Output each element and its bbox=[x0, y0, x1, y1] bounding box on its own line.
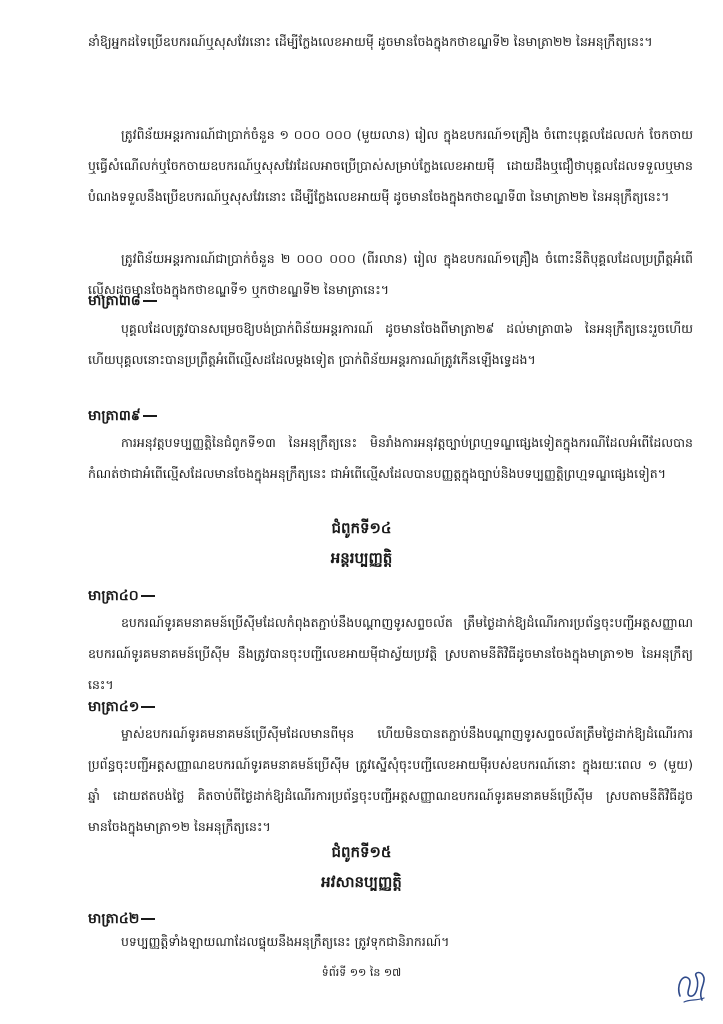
paragraph-continued: នាំឱ្យអ្នកដទៃប្រើឧបករណ៍ឬសុសវែរនោះ ដើម្បីក្លែងលេខអាយម៉ី ដូចមានចែងក្នុងកថាខណ្ឌទី២ នៃមាត្រា២២ នៃអនុក្រឹត្យនេះ។ bbox=[88, 34, 653, 49]
article-39-text: ការអនុវត្តបទប្បញ្ញត្តិនៃជំពូកទី១៣ នៃអនុក្រឹត្យនេះ មិនរាំងការអនុវត្តច្បាប់ព្រហ្មទណ្ឌផ្សេងទៀតក្នុងករណីដែលអំពើដែលបានកំណត់ថាជាអំពើល្មើសដែលមានចែងក្នុងអនុក្រឹត្យនេះ ជាអំពើល្មើសដែលបានបញ្ញត្តក្នុងច្បាប់និងបទប្បញ្ញត្តិព្រហ្មទណ្ឌផ្សេងទៀត។ bbox=[88, 435, 693, 481]
article-39-heading: មាត្រា៣៩ bbox=[88, 405, 157, 427]
chapter-15-number: ជំពូកទី១៥ bbox=[331, 843, 392, 861]
article-38-heading: មាត្រា៣៨ bbox=[88, 290, 157, 312]
paragraph-fine-one-million: ត្រូវពិន័យអន្តរការណ៍ជាប្រាក់ចំនួន ១ ០០០ ០០០ (មួយលាន) រៀល ក្នុងឧបករណ៍១គ្រឿង ចំពោះបុគ្គលដែលលក់ ចែកចាយ ឬធ្វើសំណើលក់ឬចែកចាយឧបករណ៍ឬសុសវែរដែលអាចប្រើប្រាស់សម្រាប់ក្លែងលេខអាយម៉ី ដោយដឹងឬជឿថាបុគ្គលដែលទទួលឬមានបំណងទទួលនឹងប្រើឧបករណ៍ឬសុសវែរនោះ ដើម្បីក្លែងលេខអាយម៉ី ដូចមានចែងក្នុងកថាខណ្ឌទី៣ នៃមាត្រា២២ នៃអនុក្រឹត្យនេះ។ bbox=[88, 127, 693, 204]
article-38-text: បុគ្គលដែលត្រូវបានសម្រេចឱ្យបង់ប្រាក់ពិន័យអន្តរការណ៍ ដូចមានចែងពីមាត្រា២៩ ដល់មាត្រា៣៦ នៃអនុក្រឹត្យនេះរួចហើយ ហើយបុគ្គលនោះបានប្រព្រឹត្តអំពើល្មើសដដែលម្តងទៀត ប្រាក់ពិន័យអន្តរការណ៍ត្រូវកើនឡើងទ្វេដង។ bbox=[88, 321, 693, 367]
initials-signature-icon bbox=[674, 966, 708, 1006]
article-41-text: ម្ចាស់ឧបករណ៍ទូរគមនាគមន៍ប្រើស៊ីមដែលមានពីមុន ហើយមិនបានតភ្ជាប់នឹងបណ្តាញទូរសព្ទចល័តត្រឹមថ្ងៃដាក់ឱ្យដំណើរការប្រព័ន្ធចុះបញ្ជីអត្តសញ្ញាណឧបករណ៍ទូរគមនាគមន៍ប្រើស៊ីម ត្រូវស្នើសុំចុះបញ្ជីលេខអាយម៉ីរបស់ឧបករណ៍នោះ ក្នុងរយៈពេល ១ (មួយ) ឆ្នាំ ដោយឥតបង់ថ្លៃ គិតចាប់ពីថ្ងៃដាក់ឱ្យដំណើរការប្រព័ន្ធចុះបញ្ជីអត្តសញ្ញាណឧបករណ៍ទូរគមនាគមន៍ប្រើស៊ីម ស្របតាមនីតិវិធីដូចមានចែងក្នុងមាត្រា១២ នៃអនុក្រឹត្យនេះ។ bbox=[88, 726, 693, 834]
article-42-heading: មាត្រា៤២ bbox=[88, 908, 155, 930]
page-number-footer: ទំព័រទី ១១ នៃ ១៧ bbox=[321, 966, 402, 979]
chapter-14-number: ជំពូកទី១៤ bbox=[331, 519, 392, 537]
article-41-heading: មាត្រា៤១ bbox=[88, 696, 155, 718]
chapter-15-title: អវសានប្បញ្ញត្តិ bbox=[321, 873, 402, 891]
article-42-text: បទប្បញ្ញត្តិទាំងឡាយណាដែលផ្ទុយនឹងអនុក្រឹត្យនេះ ត្រូវទុកជានិរាករណ៍។ bbox=[121, 934, 450, 949]
chapter-14-title: អន្តរប្បញ្ញត្តិ bbox=[330, 549, 393, 567]
article-40-text: ឧបករណ៍ទូរគមនាគមន៍ប្រើស៊ីមដែលកំពុងតភ្ជាប់នឹងបណ្តាញទូរសព្ទចល័ត ត្រឹមថ្ងៃដាក់ឱ្យដំណើរការប្រព័ន្ធចុះបញ្ជីអត្តសញ្ញាណឧបករណ៍ទូរគមនាគមន៍ប្រើស៊ីម នឹងត្រូវបានចុះបញ្ជីលេខអាយម៉ីជាស្វ័យប្រវត្តិ ស្របតាមនីតិវិធីដូចមានចែងក្នុងមាត្រា១២ នៃអនុក្រឹត្យនេះ។ bbox=[88, 615, 693, 692]
paragraph-fine-two-million: ត្រូវពិន័យអន្តរការណ៍ជាប្រាក់ចំនួន ២ ០០០ ០០០ (ពីរលាន) រៀល ក្នុងឧបករណ៍១គ្រឿង ចំពោះនីតិបុគ្គលដែលប្រព្រឹត្តអំពើល្មើសដូចមានចែងក្នុងកថាខណ្ឌទី១ ឬកថាខណ្ឌទី២ នៃមាត្រានេះ។ bbox=[88, 251, 693, 297]
article-40-heading: មាត្រា៤០ bbox=[88, 585, 155, 607]
